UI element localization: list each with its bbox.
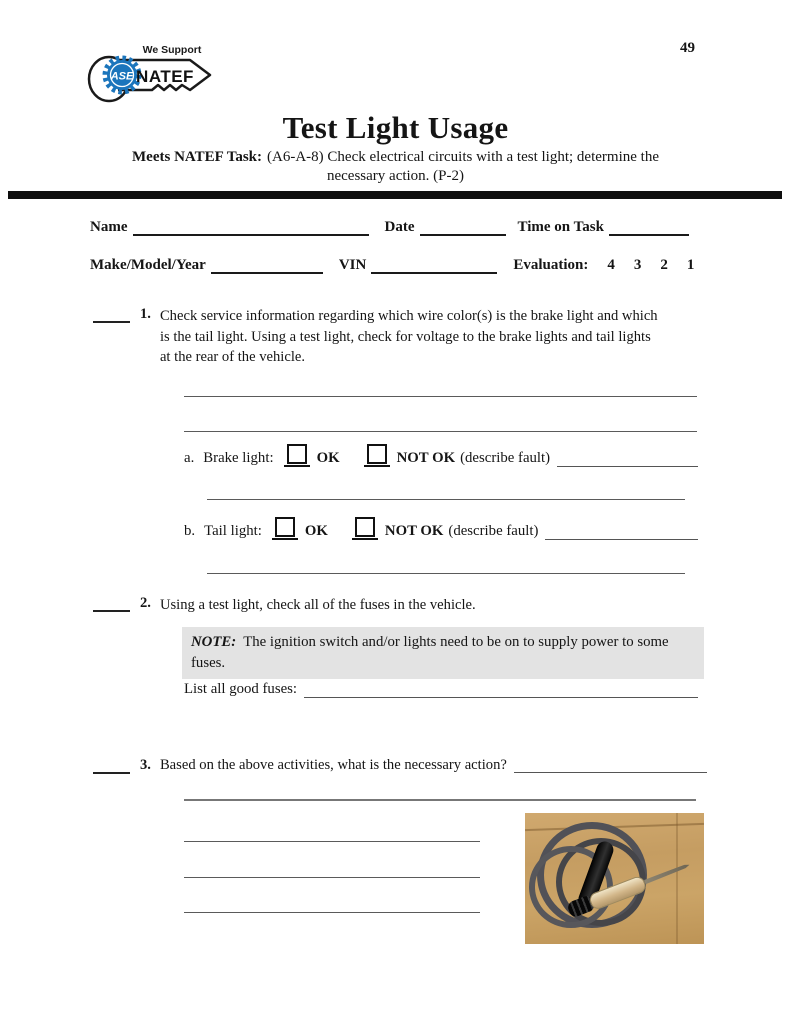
task-text: (A6-A-8) Check electrical circuits with a test light; determine the <box>267 149 659 165</box>
answer-line[interactable] <box>184 841 480 842</box>
answer-line[interactable] <box>207 573 685 574</box>
note-label: NOTE: <box>191 634 237 650</box>
tail-ok-checkbox[interactable] <box>272 517 298 540</box>
natef-logo-text: NATEF <box>136 67 194 86</box>
brake-light-label: Brake light: <box>203 450 274 466</box>
evaluation-label: Evaluation: <box>513 257 589 273</box>
name-label: Name <box>90 219 128 235</box>
tail-light-row <box>184 517 698 540</box>
sub-item-a-letter: a. <box>184 450 195 466</box>
evaluation-score-4[interactable]: 4 <box>607 257 615 273</box>
note-text-2: fuses. <box>191 654 226 671</box>
probe-tip-icon <box>644 862 691 884</box>
tail-not-ok-checkbox[interactable] <box>352 517 378 540</box>
describe-fault-label: (describe fault) <box>460 450 551 466</box>
task-2-number: 2. <box>140 595 151 611</box>
describe-fault-label: (describe fault) <box>448 523 539 539</box>
test-light-photo <box>525 813 704 944</box>
name-field-line[interactable] <box>133 219 369 236</box>
answer-line[interactable] <box>207 499 685 500</box>
task-item-3 <box>93 757 707 774</box>
natef-task-line-2: necessary action. (P-2) <box>326 168 465 184</box>
make-model-year-field-line[interactable] <box>211 257 323 274</box>
evaluation-score-1[interactable]: 1 <box>686 257 695 273</box>
answer-line[interactable] <box>184 877 480 878</box>
checkbox-icon <box>275 517 295 537</box>
brake-fault-line[interactable] <box>557 451 698 467</box>
answer-line[interactable] <box>184 912 480 913</box>
checkbox-icon <box>367 444 387 464</box>
brake-not-ok-checkbox[interactable] <box>364 444 390 467</box>
time-on-task-field-line[interactable] <box>609 219 689 236</box>
task-1-number: 1. <box>140 306 151 322</box>
answer-line[interactable] <box>184 431 697 432</box>
date-label: Date <box>384 219 415 235</box>
vin-label: VIN <box>338 257 367 273</box>
natef-task-line <box>0 149 791 166</box>
natef-logo-graphic <box>86 42 220 108</box>
task-3-number: 3. <box>140 757 151 773</box>
make-model-year-label: Make/Model/Year <box>90 257 206 273</box>
checkbox-icon <box>355 517 375 537</box>
fuses-answer-line[interactable] <box>304 682 698 698</box>
page-number: 49 <box>680 40 695 56</box>
task-3-completion-line[interactable] <box>93 757 130 774</box>
natef-logo <box>86 42 220 108</box>
task-item-2 <box>93 595 707 616</box>
task-1-text: Check service information regarding which wire color(s) is the brake light and which is the tail light. Using a test light, check for voltage to the brake lights and tail lights at the rear of the vehicle. <box>159 308 658 366</box>
necessary-action-line[interactable] <box>514 757 707 773</box>
task-label: Meets NATEF Task: <box>132 149 263 165</box>
not-ok-label: NOT OK <box>384 523 444 539</box>
answer-line[interactable] <box>184 799 696 801</box>
answer-line[interactable] <box>184 396 697 397</box>
fuses-prompt: List all good fuses: <box>184 681 298 697</box>
logo-tagline: We Support <box>142 44 202 56</box>
task-item-1 <box>93 306 707 368</box>
task-3-text: Based on the above activities, what is the necessary action? <box>159 757 507 773</box>
tail-fault-line[interactable] <box>545 524 698 540</box>
task-2-text: Using a test light, check all of the fuses in the vehicle. <box>159 597 476 613</box>
evaluation-score-3[interactable]: 3 <box>633 257 642 273</box>
ase-logo-text: ASE <box>110 70 134 83</box>
not-ok-label: NOT OK <box>396 450 456 466</box>
checkbox-icon <box>287 444 307 464</box>
task-2-completion-line[interactable] <box>93 595 130 612</box>
ok-label: OK <box>316 450 340 466</box>
brake-ok-checkbox[interactable] <box>284 444 310 467</box>
vin-field-line[interactable] <box>371 257 497 274</box>
vehicle-info-row <box>90 257 702 274</box>
date-field-line[interactable] <box>420 219 506 236</box>
time-on-task-label: Time on Task <box>517 219 604 235</box>
tail-light-label: Tail light: <box>204 523 262 539</box>
header-divider-bar <box>8 191 782 199</box>
evaluation-score-2[interactable]: 2 <box>660 257 668 273</box>
note-box <box>182 627 704 679</box>
page-title: Test Light Usage <box>282 110 509 145</box>
ok-label: OK <box>304 523 328 539</box>
task-1-completion-line[interactable] <box>93 306 130 323</box>
brake-light-row <box>184 444 698 467</box>
sub-item-b-letter: b. <box>184 523 196 539</box>
good-fuses-row <box>184 681 698 698</box>
note-text: The ignition switch and/or lights need to be on to supply power to some <box>243 634 669 650</box>
student-info-row <box>90 219 702 236</box>
